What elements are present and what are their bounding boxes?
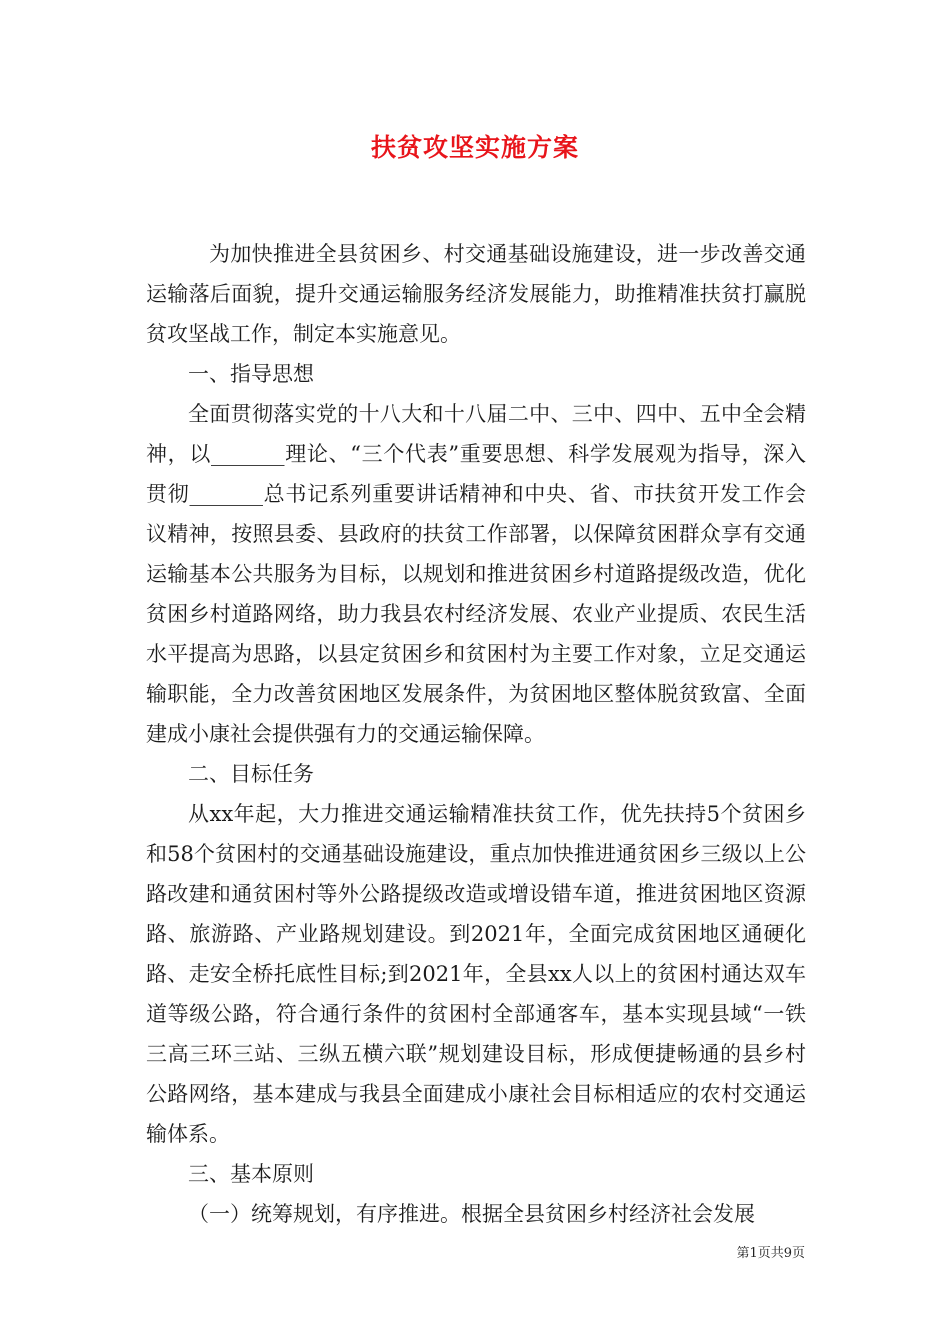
section-heading-principles: 三、基本原则 — [188, 1162, 314, 1186]
section-heading-guiding-ideology: 一、指导思想 — [188, 362, 314, 386]
document-title: 扶贫攻坚实施方案 — [370, 133, 579, 162]
document-body — [146, 234, 806, 1234]
section-paragraph-objectives: 从xx年起，大力推进交通运输精准扶贫工作，优先扶持5个贫困乡和58个贫困村的交通基础设施建设，重点加快推进通贫困乡三级以上公路改建和通贫困村等外公路提级改造或增设错车道，推进贫困地区资源路、旅游路、产业路规划建设。到2021年，全面完成贫困地区通硬化路、走安全桥托底性目标;到2021年，全县xx人以上的贫困村通达双车道等级公路，符合通行条件的贫困村全部通客车，基本实现县域“一铁三高三环三站、三纵五横六联”规划建设目标，形成便捷畅通的县乡村公路网络，基本建成与我县全面建成小康社会目标相适应的农村交通运输体系。 — [146, 802, 806, 1146]
section-paragraph-principles: （一）统筹规划，有序推进。根据全县贫困乡村经济社会发展 — [188, 1202, 755, 1226]
intro-paragraph: 为加快推进全县贫困乡、村交通基础设施建设，进一步改善交通运输落后面貌，提升交通运输服务经济发展能力，助推精准扶贫打赢脱贫攻坚战工作，制定本实施意见。 — [146, 242, 806, 346]
section-heading-objectives: 二、目标任务 — [188, 762, 314, 786]
page-number-footer: 第1页共9页 — [736, 1246, 805, 1261]
section-paragraph-guiding-ideology: 全面贯彻落实党的十八大和十八届二中、三中、四中、五中全会精神，以_______理论、“三个代表”重要思想、科学发展观为指导，深入贯彻_______总书记系列重要讲话精神和中央、省、市扶贫开发工作会议精神，按照县委、县政府的扶贫工作部署，以保障贫困群众享有交通运输基本公共服务为目标，以规划和推进贫困乡村道路提级改造，优化贫困乡村道路网络，助力我县农村经济发展、农业产业提质、农民生活水平提高为思路，以县定贫困乡和贫困村为主要工作对象，立足交通运输职能，全力改善贫困地区发展条件，为贫困地区整体脱贫致富、全面建成小康社会提供强有力的交通运输保障。 — [146, 402, 806, 746]
